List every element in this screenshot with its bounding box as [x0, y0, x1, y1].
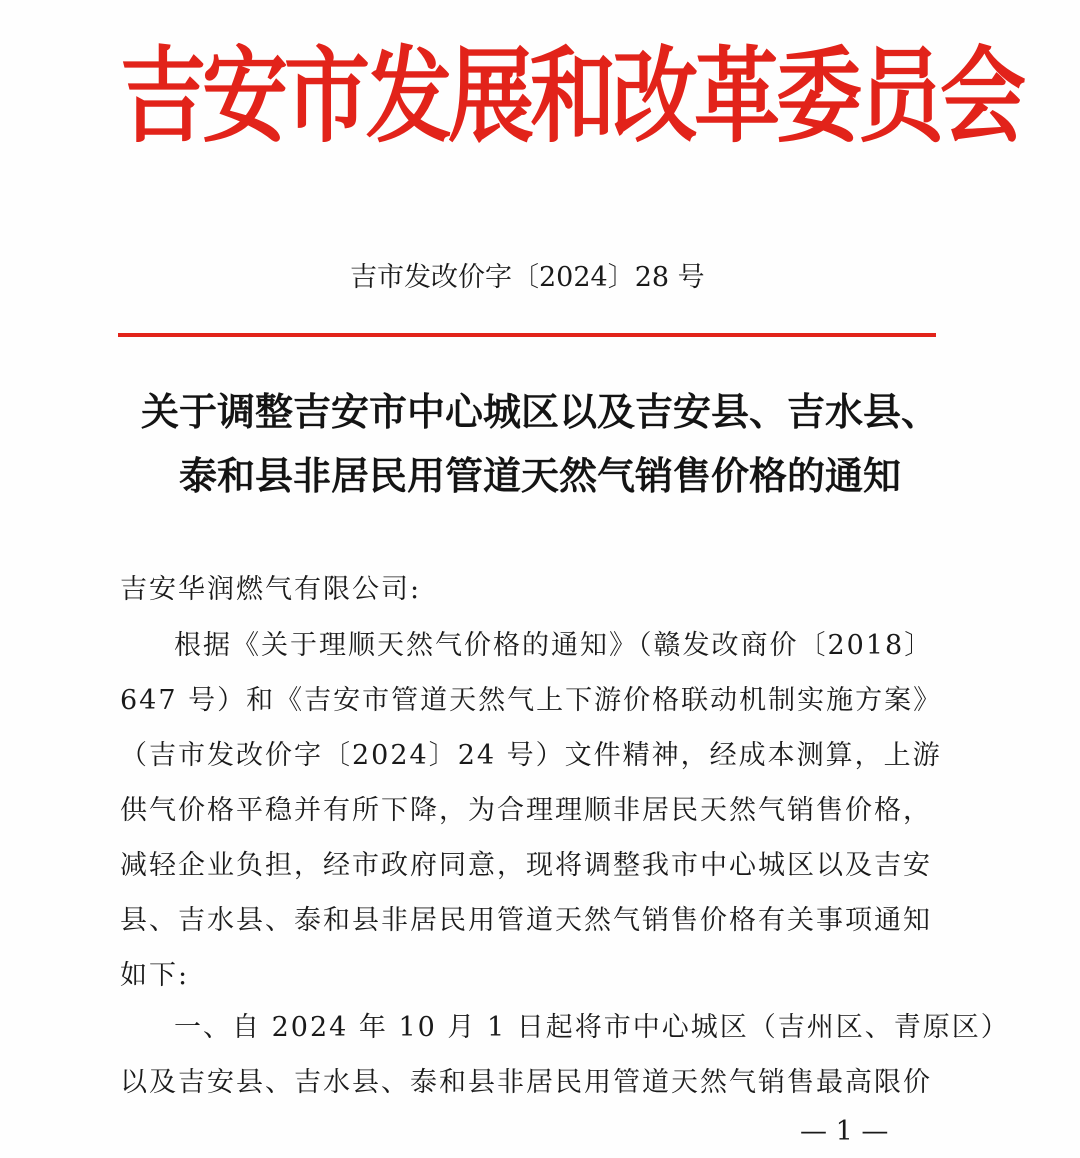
organization-header: 吉安市发展和改革委员会 [120, 35, 1022, 157]
paragraph-2 [120, 1000, 1010, 1110]
paragraph-line: 以及吉安县、吉水县、泰和县非居民用管道天然气销售最高限价 [120, 1067, 932, 1098]
paragraph-line: 供气价格平稳并有所下降，为合理理顺非居民天然气销售价格， [120, 795, 932, 826]
page-number: — 1 — [800, 1116, 889, 1147]
red-divider-line [118, 333, 936, 337]
document-number: 吉市发改价字〔2024〕28 号 [350, 262, 705, 293]
paragraph-1 [120, 618, 943, 1003]
paragraph-line: 根据《关于理顺天然气价格的通知》（赣发改商价〔2018〕 [174, 630, 934, 661]
paragraph-line: 647 号）和《吉安市管道天然气上下游价格联动机制实施方案》 [120, 685, 943, 716]
notice-title-line-1: 关于调整吉安市中心城区以及吉安县、吉水县、 [140, 389, 939, 434]
paragraph-line: （吉市发改价字〔2024〕24 号）文件精神，经成本测算，上游 [120, 740, 942, 771]
paragraph-line: 减轻企业负担，经市政府同意，现将调整我市中心城区以及吉安 [120, 850, 932, 881]
paragraph-line: 一、自 2024 年 10 月 1 日起将市中心城区（吉州区、青原区） [174, 1012, 1010, 1043]
notice-title [100, 380, 980, 508]
paragraph-line: 县、吉水县、泰和县非居民用管道天然气销售价格有关事项通知 [120, 905, 932, 936]
paragraph-line: 如下: [120, 960, 190, 991]
addressee: 吉安华润燃气有限公司: [120, 574, 422, 605]
notice-title-line-2: 泰和县非居民用管道天然气销售价格的通知 [178, 453, 901, 498]
